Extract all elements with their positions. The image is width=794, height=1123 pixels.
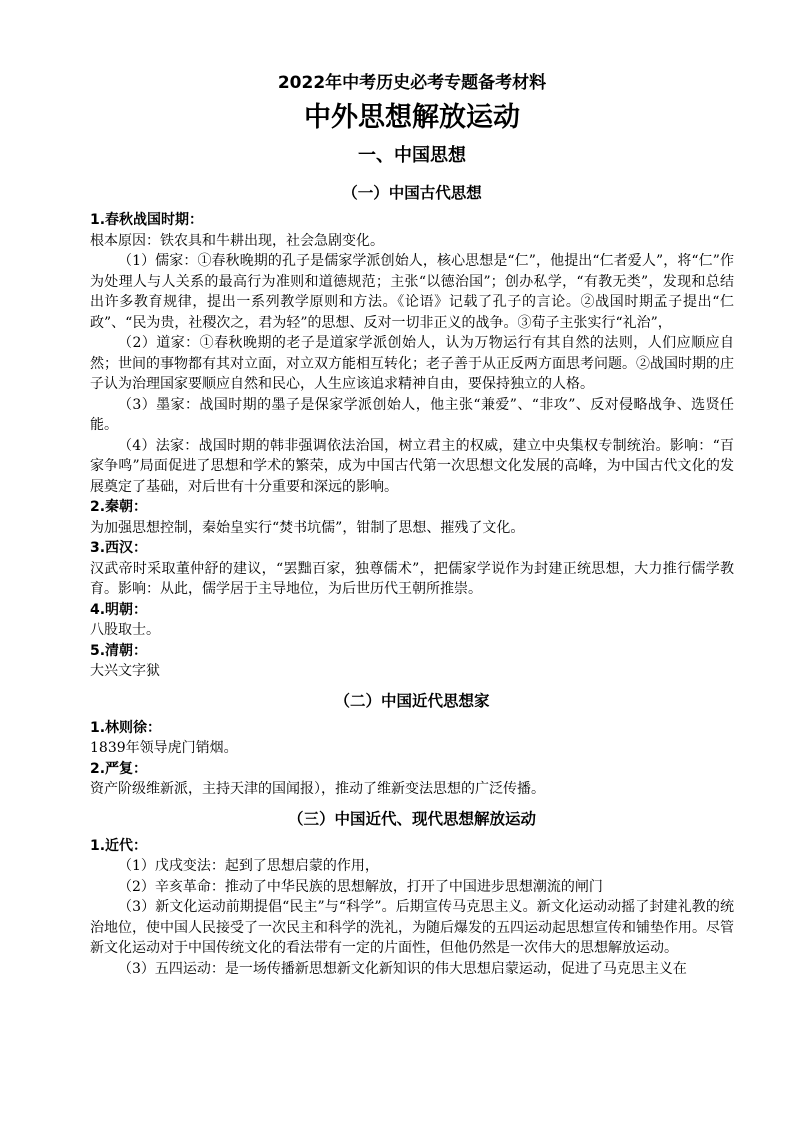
paragraph-ming: 八股取士。 <box>90 622 160 638</box>
paragraph-confucianism: （1）儒家：①春秋晚期的孔子是儒家学派创始人，核心思想是“仁”，他提出“仁者爱人”，将“仁”作为处理人与人关系的最高行为准则和道德规范；主张“以德治国”；创办私学，“有教无类”，发现和总结出许多教育规律，提出一系列教学原则和方法。《论语》记载了孔子的言论。②战国时期孟子提出“仁政”、“民为贵，社稷次之，君为轻”的思想、反对一切非正义的战争。③荀子主张实行“礼治”， <box>90 253 734 331</box>
paragraph-root-cause: 根本原因：铁农具和牛耕出现，社会急剧变化。 <box>90 232 384 249</box>
document-title: 中外思想解放运动 <box>304 102 520 133</box>
subheading-lin-zexu: 1.林则徐： <box>90 719 162 736</box>
subheading-spring-autumn: 1.春秋战国时期： <box>90 212 204 228</box>
part-heading-chinese-thought: 一、中国思想 <box>358 145 466 166</box>
paragraph-revolution-1911: （2）辛亥革命：推动了中华民族的思想解放，打开了中国进步思想潮流的闸门 <box>118 878 603 895</box>
paragraph-yan-fu: 资产阶级维新派，主持天津的国闻报），推动了维新变法思想的广泛传播。 <box>90 781 545 797</box>
document-page <box>90 72 734 979</box>
subheading-modern-era: 1.近代： <box>90 837 148 854</box>
paragraph-reform-1898: （1）戊戌变法：起到了思想启蒙的作用， <box>118 858 379 874</box>
paragraph-may-fourth: （3）五四运动：是一场传播新思想新文化新知识的伟大思想启蒙运动，促进了马克思主义在 <box>118 960 687 977</box>
paragraph-qing: 大兴文字狱 <box>90 663 160 679</box>
subheading-ming: 4.明朝： <box>90 601 148 618</box>
subheading-qing: 5.清朝： <box>90 642 148 659</box>
paragraph-lin-zexu: 1839年领导虎门销烟。 <box>90 740 238 756</box>
paragraph-legalism: （4）法家：战国时期的韩非强调依法治国，树立君主的权威，建立中央集权专制统治。影响：“百家争鸣”局面促进了思想和学术的繁荣，成为中国古代第一次思想文化发展的高峰，为中国古代文化的发展奠定了基础，对后世有十分重要和深远的影响。 <box>90 437 734 495</box>
paragraph-western-han: 汉武帝时采取董仲舒的建议，“罢黜百家，独尊儒术”，把儒家学说作为封建正统思想，大力推行儒学教育。影响：从此，儒学居于主导地位，为后世历代王朝所推崇。 <box>90 560 734 597</box>
subheading-yan-fu: 2.严复： <box>90 760 148 777</box>
paragraph-mohism: （3）墨家：战国时期的墨子是保家学派创始人，他主张“兼爱”、“非攻”、反对侵略战争、选贤任能。 <box>90 396 734 433</box>
section-heading-liberation-movements: （三）中国近代、现代思想解放运动 <box>287 809 536 828</box>
section-heading-modern-thinkers: （二）中国近代思想家 <box>334 691 490 710</box>
paragraph-qin: 为加强思想控制，秦始皇实行“焚书坑儒”，钳制了思想、摧残了文化。 <box>90 519 525 536</box>
document-top-title: 2022年中考历史必考专题备考材料 <box>277 73 547 93</box>
paragraph-new-culture: （3）新文化运动前期提倡“民主”与“科学”。后期宣传马克思主义。新文化运动动摇了封建礼教的统治地位，使中国人民接受了一次民主和科学的洗礼，为随后爆发的五四运动起思想宣传和铺垫作用。尽管新文化运动对于中国传统文化的看法带有一定的片面性，但他仍然是一次伟大的思想解放运动。 <box>90 899 734 956</box>
subheading-qin: 2.秦朝： <box>90 499 148 515</box>
subheading-western-han: 3.西汉： <box>90 540 148 556</box>
section-heading-ancient: （一）中国古代思想 <box>342 184 482 202</box>
paragraph-taoism: （2）道家：①春秋晚期的老子是道家学派创始人，认为万物运行有其自然的法则，人们应顺应自然；世间的事物都有其对立面，对立双方能相互转化；老子善于从正反两方面思考问题。②战国时期的庄子认为治理国家要顺应自然和民心，人生应该追求精神自由，要保持独立的人格。 <box>90 335 734 392</box>
